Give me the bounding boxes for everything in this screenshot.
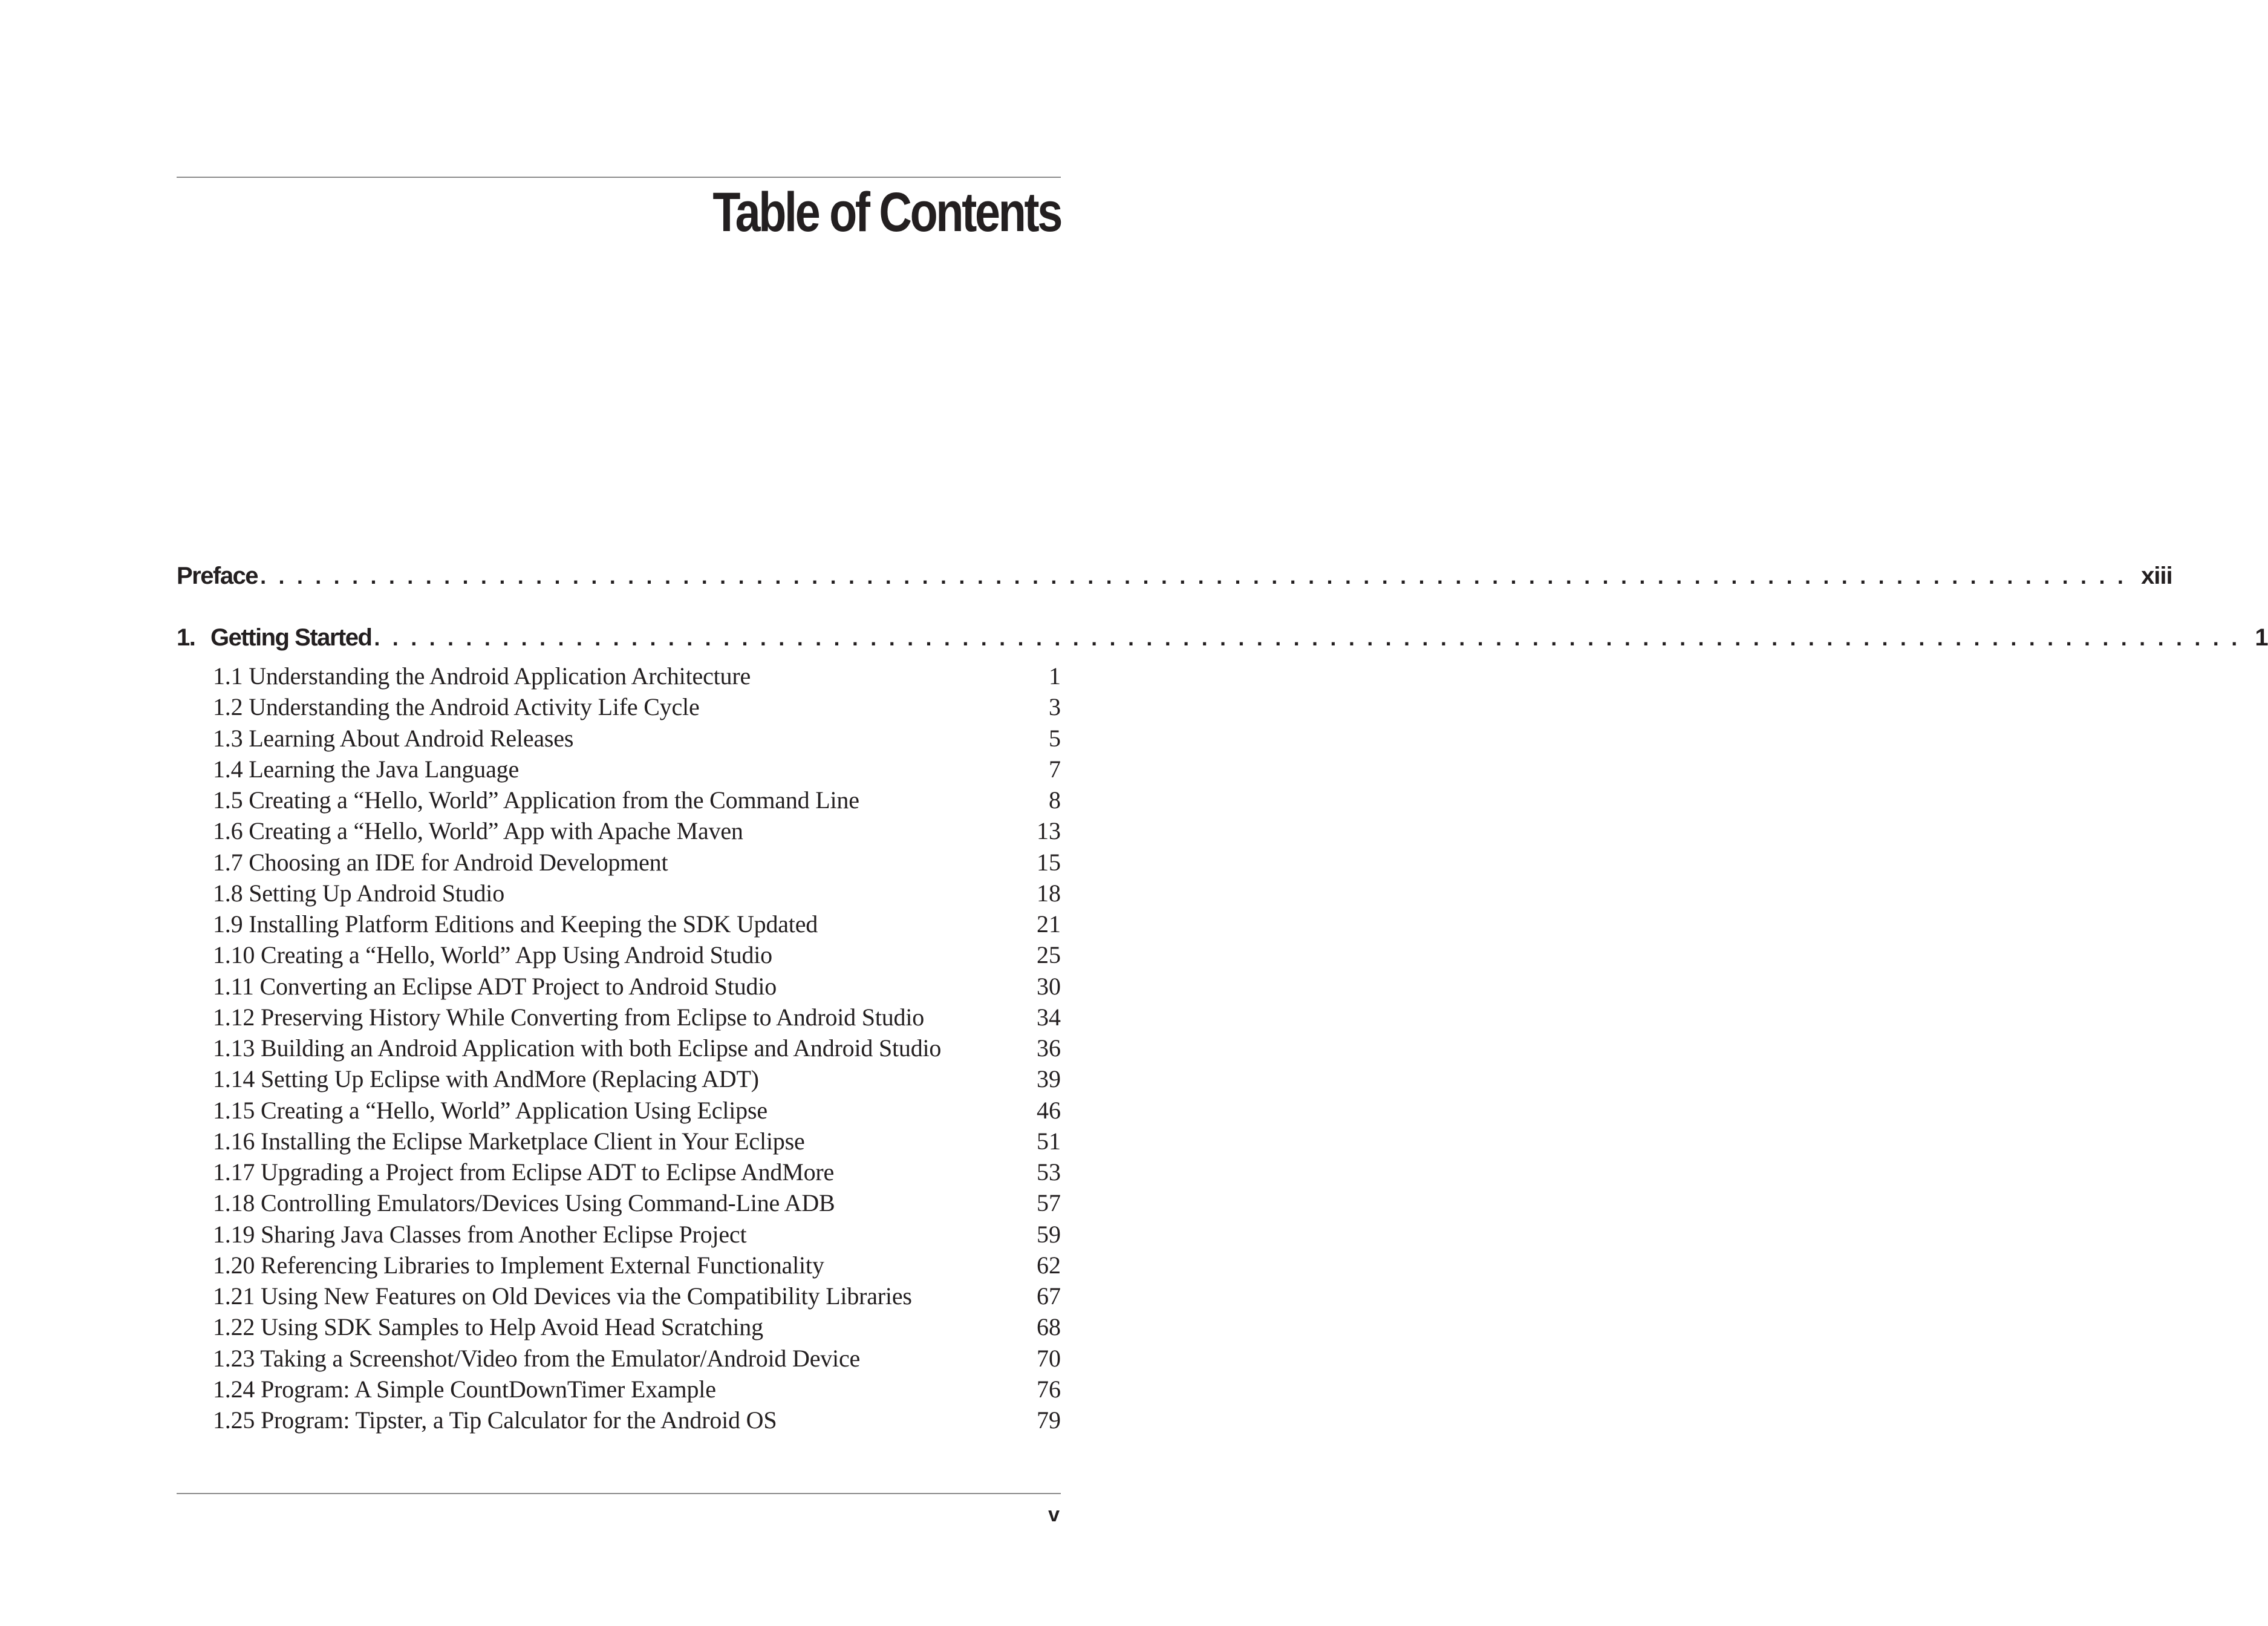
section-title: 1.25 Program: Tipster, a Tip Calculator for the Android OS — [213, 1406, 777, 1434]
toc-entry-chapter-1[interactable] — [177, 624, 2268, 651]
section-page-number: 8 — [1049, 786, 1061, 814]
section-title: 1.20 Referencing Libraries to Implement External Functionality — [213, 1251, 824, 1279]
toc-entry-preface[interactable] — [177, 563, 2172, 590]
toc-section-entry[interactable] — [213, 815, 1061, 846]
dot-leader: . . . . . . . . . . . . . . . . . . . . . . . . . . . . . . . . . . . . . . . . . . . . . . . . . . . . . . . . . . . . . . . . . . . . . . . . . . . . . . . . . . . . . . . . . . . . . . . . . . . . . . — [260, 564, 2127, 589]
toc-section-entry[interactable] — [213, 785, 1061, 815]
section-page-number: 13 — [1037, 817, 1061, 845]
section-title: 1.19 Sharing Java Classes from Another Eclipse Project — [213, 1220, 747, 1248]
section-page-number: 30 — [1037, 972, 1061, 1000]
section-page-number: 15 — [1037, 848, 1061, 876]
section-title: 1.7 Choosing an IDE for Android Development — [213, 848, 668, 876]
section-title: 1.1 Understanding the Android Application Architecture — [213, 662, 751, 690]
section-page-number: 51 — [1037, 1127, 1061, 1155]
section-title: 1.2 Understanding the Android Activity Life Cycle — [213, 693, 700, 721]
section-title: 1.21 Using New Features on Old Devices via the Compatibility Libraries — [213, 1282, 912, 1310]
toc-section-entry[interactable] — [213, 1187, 1061, 1218]
section-page-number: 53 — [1037, 1158, 1061, 1186]
toc-section-entry[interactable] — [213, 971, 1061, 1002]
section-title: 1.4 Learning the Java Language — [213, 755, 520, 783]
toc-section-entry[interactable] — [213, 1219, 1061, 1250]
chapter-number: 1. — [177, 624, 195, 651]
toc-section-entry[interactable] — [213, 1063, 1061, 1094]
toc-section-entry[interactable] — [213, 878, 1061, 909]
section-page-number: 36 — [1037, 1034, 1061, 1062]
section-page-number: 1 — [1049, 662, 1061, 690]
toc-section-entry[interactable] — [213, 939, 1061, 970]
section-title: 1.3 Learning About Android Releases — [213, 724, 574, 752]
section-page-number: 76 — [1037, 1375, 1061, 1403]
section-title: 1.6 Creating a “Hello, World” App with Apache Maven — [213, 817, 743, 845]
folio-page-number: v — [1048, 1503, 1060, 1526]
toc-section-entry[interactable] — [213, 723, 1061, 754]
section-page-number: 5 — [1049, 724, 1061, 752]
section-page-number: 18 — [1037, 879, 1061, 907]
section-page-number: 34 — [1037, 1003, 1061, 1031]
toc-section-entry[interactable] — [213, 1095, 1061, 1126]
section-page-number: 67 — [1037, 1282, 1061, 1310]
section-title: 1.17 Upgrading a Project from Eclipse ADT to Eclipse AndMore — [213, 1158, 835, 1186]
section-title: 1.9 Installing Platform Editions and Keeping the SDK Updated — [213, 910, 818, 938]
toc-section-entry[interactable] — [213, 691, 1061, 722]
bottom-rule — [177, 1493, 1061, 1494]
toc-section-entry[interactable] — [213, 1405, 1061, 1435]
toc-section-entry[interactable] — [213, 909, 1061, 939]
section-title: 1.15 Creating a “Hello, World” Application Using Eclipse — [213, 1096, 767, 1124]
section-page-number: 7 — [1049, 755, 1061, 783]
section-title: 1.24 Program: A Simple CountDownTimer Example — [213, 1375, 716, 1403]
section-page-number: 62 — [1037, 1251, 1061, 1279]
toc-section-entry[interactable] — [213, 1033, 1061, 1063]
section-page-number: 3 — [1049, 693, 1061, 721]
section-page-number: 57 — [1037, 1189, 1061, 1217]
chapter-page-number: 1 — [2255, 624, 2268, 651]
section-title: 1.14 Setting Up Eclipse with AndMore (Replacing ADT) — [213, 1065, 759, 1093]
toc-section-entry[interactable] — [213, 1002, 1061, 1033]
toc-section-entry[interactable] — [213, 1343, 1061, 1374]
section-page-number: 25 — [1037, 941, 1061, 969]
section-title: 1.10 Creating a “Hello, World” App Using Android Studio — [213, 941, 772, 969]
section-page-number: 68 — [1037, 1313, 1061, 1341]
section-list — [213, 661, 1061, 1435]
preface-label: Preface — [177, 563, 258, 589]
section-title: 1.16 Installing the Eclipse Marketplace Client in Your Eclipse — [213, 1127, 805, 1155]
page-title: Table of Contents — [712, 181, 1061, 243]
section-title: 1.18 Controlling Emulators/Devices Using Command-Line ADB — [213, 1189, 835, 1217]
preface-page-number: xiii — [2141, 563, 2172, 589]
chapter-title: Getting Started — [210, 624, 372, 651]
toc-section-entry[interactable] — [213, 661, 1061, 691]
section-title: 1.13 Building an Android Application with both Eclipse and Android Studio — [213, 1034, 942, 1062]
section-page-number: 39 — [1037, 1065, 1061, 1093]
section-title: 1.12 Preserving History While Converting from Eclipse to Android Studio — [213, 1003, 925, 1031]
section-page-number: 70 — [1037, 1344, 1061, 1372]
toc-section-entry[interactable] — [213, 754, 1061, 785]
section-page-number: 46 — [1037, 1096, 1061, 1124]
section-title: 1.8 Setting Up Android Studio — [213, 879, 505, 907]
section-page-number: 79 — [1037, 1406, 1061, 1434]
toc-section-entry[interactable] — [213, 1374, 1061, 1405]
toc-section-entry[interactable] — [213, 1157, 1061, 1187]
toc-section-entry[interactable] — [213, 1311, 1061, 1342]
section-page-number: 59 — [1037, 1220, 1061, 1248]
toc-section-entry[interactable] — [213, 1281, 1061, 1311]
section-title: 1.11 Converting an Eclipse ADT Project to Android Studio — [213, 972, 777, 1000]
toc-section-entry[interactable] — [213, 847, 1061, 878]
section-title: 1.22 Using SDK Samples to Help Avoid Head Scratching — [213, 1313, 763, 1341]
dot-leader: . . . . . . . . . . . . . . . . . . . . . . . . . . . . . . . . . . . . . . . . . . . . . . . . . . . . . . . . . . . . . . . . . . . . . . . . . . . . . . . . . . . . . . . . . . . . . . . . . . . . . . — [374, 625, 2241, 650]
section-title: 1.23 Taking a Screenshot/Video from the Emulator/Android Device — [213, 1344, 861, 1372]
section-title: 1.5 Creating a “Hello, World” Application from the Command Line — [213, 786, 859, 814]
toc-section-entry[interactable] — [213, 1126, 1061, 1157]
toc-section-entry[interactable] — [213, 1250, 1061, 1281]
section-page-number: 21 — [1037, 910, 1061, 938]
